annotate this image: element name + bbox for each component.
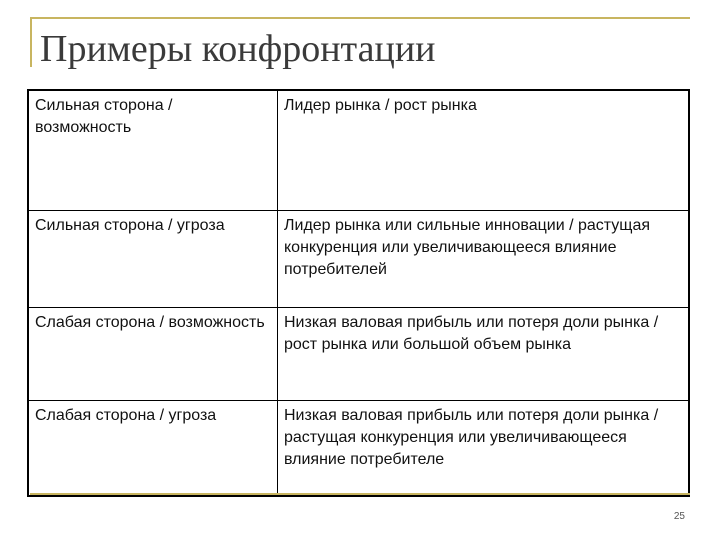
table-row xyxy=(29,210,688,307)
table-cell-right: Лидер рынка / рост рынка xyxy=(284,97,477,114)
table-row xyxy=(29,307,688,400)
table-row xyxy=(29,91,688,210)
table-cell-left: Сильная сторона / угроза xyxy=(29,210,278,307)
slide-title: Примеры конфронтации xyxy=(40,28,436,70)
table-cell-left: Слабая сторона / возможность xyxy=(29,307,278,400)
table-cell-right: Низкая валовая прибыль или потеря доли рынка / рост рынка или большой объем рынка xyxy=(278,307,689,400)
table-cell-left: Сильная сторона / возможность xyxy=(29,91,278,210)
table-cell-right: Низкая валовая прибыль или потеря доли рынка / растущая конкуренция или увеличивающееся влияние потребителе xyxy=(278,400,689,495)
decorative-bottom-rule xyxy=(30,493,690,495)
page-number: 25 xyxy=(673,511,685,522)
table-cell-right: Лидер рынка или сильные инновации / растущая конкуренция или увеличивающееся влияние потребителей xyxy=(278,210,689,307)
table-row xyxy=(29,400,688,495)
table-cell-left: Слабая сторона / угроза xyxy=(29,400,278,495)
confrontation-table xyxy=(27,89,690,497)
decorative-vertical-rule xyxy=(30,17,32,67)
decorative-top-rule xyxy=(30,17,690,19)
